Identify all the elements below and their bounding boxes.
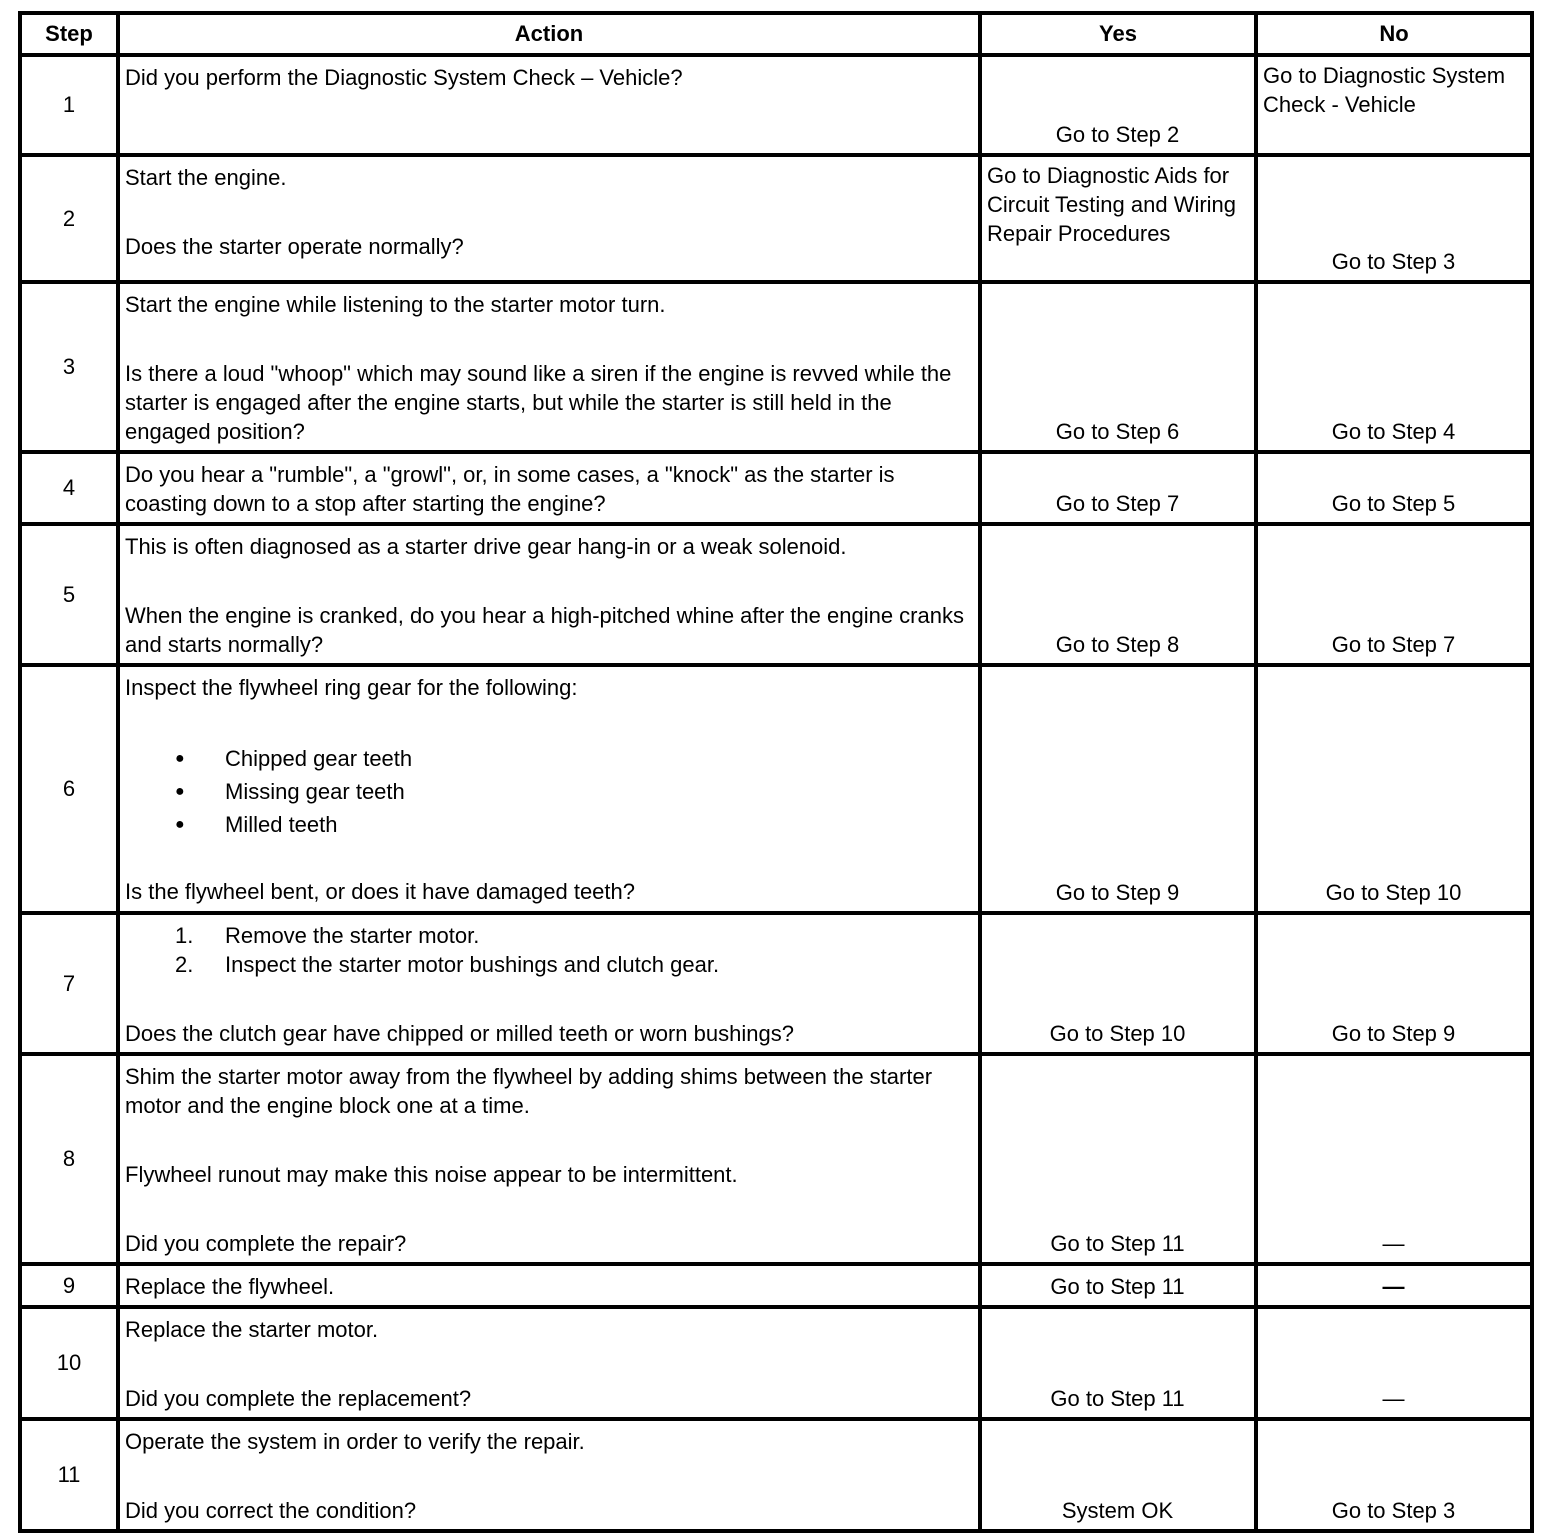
action-text: Replace the starter motor. [125,1317,379,1342]
table-row [20,524,1532,665]
action-question: Is the flywheel bent, or does it have damaged teeth? [125,879,635,904]
action-text: Did you perform the Diagnostic System Check – Vehicle? [125,65,683,90]
table-row [20,55,1532,155]
numbered-item [125,950,970,979]
action-text: Shim the starter motor away from the flywheel by adding shims between the starter motor and the engine block one at a time. [125,1064,933,1118]
yes-cell: System OK [980,1419,1256,1531]
no-cell: Go to Diagnostic System Check - Vehicle [1256,55,1532,155]
yes-cell: Go to Diagnostic Aids for Circuit Testing and Wiring Repair Procedures [980,155,1256,282]
step-number: 8 [20,1054,118,1264]
action-question: When the engine is cranked, do you hear a high-pitched whine after the engine cranks and starts normally? [125,603,964,657]
no-cell: Go to Step 3 [1256,155,1532,282]
step-number: 4 [20,452,118,524]
no-cell: Go to Step 5 [1256,452,1532,524]
no-cell: Go to Step 7 [1256,524,1532,665]
action-question: Did you correct the condition? [125,1498,417,1523]
table-row [20,155,1532,282]
action-text: This is often diagnosed as a starter drive gear hang-in or a weak solenoid. [125,534,847,559]
step-number: 9 [20,1264,118,1307]
no-cell: — [1256,1264,1532,1307]
table-row [20,452,1532,524]
step-number: 11 [20,1419,118,1531]
item-text: Inspect the starter motor bushings and clutch gear. [225,952,720,977]
bullet-item: ● Chipped gear teeth [125,742,970,775]
step-number: 7 [20,913,118,1054]
no-cell: Go to Step 10 [1256,665,1532,913]
header-step: Step [20,13,118,55]
yes-cell: Go to Step 6 [980,282,1256,452]
table-row [20,1264,1532,1307]
action-text: Replace the flywheel. [125,1274,335,1299]
action-cell [118,1307,980,1419]
table-row [20,913,1532,1054]
yes-cell: Go to Step 11 [980,1264,1256,1307]
action-cell [118,524,980,665]
step-number: 5 [20,524,118,665]
item-text: Remove the starter motor. [225,923,480,948]
no-cell: Go to Step 4 [1256,282,1532,452]
yes-cell: Go to Step 9 [980,665,1256,913]
action-question: Does the clutch gear have chipped or milled teeth or worn bushings? [125,1021,794,1046]
numbered-item [125,921,970,950]
table-row [20,1419,1532,1531]
yes-cell: Go to Step 10 [980,913,1256,1054]
step-number: 10 [20,1307,118,1419]
action-text: Inspect the flywheel ring gear for the following: [125,675,578,700]
action-text: Start the engine while listening to the starter motor turn. [125,292,666,317]
table-row [20,282,1532,452]
action-question: Did you complete the repair? [125,1231,407,1256]
no-cell: — [1256,1307,1532,1419]
diagnostic-table [18,11,1534,1533]
step-number: 3 [20,282,118,452]
action-cell [118,1054,980,1264]
action-cell [118,1419,980,1531]
action-cell [118,1264,980,1307]
action-cell [118,282,980,452]
no-cell: Go to Step 3 [1256,1419,1532,1531]
no-cell: — [1256,1054,1532,1264]
action-text: Start the engine. [125,165,287,190]
action-question: Did you complete the replacement? [125,1386,472,1411]
bullet-list [125,742,970,841]
bullet-item: ● Milled teeth [125,808,970,841]
action-cell [118,55,980,155]
numbered-list [125,921,970,979]
action-question: Does the starter operate normally? [125,234,464,259]
table-row [20,665,1532,913]
table-row [20,1054,1532,1264]
step-number: 2 [20,155,118,282]
header-row [20,13,1532,55]
item-number: 2. [175,952,194,977]
header-no: No [1256,13,1532,55]
action-question: Is there a loud "whoop" which may sound like a siren if the engine is revved while the starter is engaged after the engine starts, but while the starter is still held in the engaged position? [125,361,952,444]
yes-cell: Go to Step 7 [980,452,1256,524]
bullet-item: ● Missing gear teeth [125,775,970,808]
action-note: Flywheel runout may make this noise appear to be intermittent. [125,1162,738,1187]
no-cell: Go to Step 9 [1256,913,1532,1054]
step-number: 6 [20,665,118,913]
table-row [20,1307,1532,1419]
action-cell [118,155,980,282]
yes-cell: Go to Step 11 [980,1054,1256,1264]
yes-cell: Go to Step 11 [980,1307,1256,1419]
yes-cell: Go to Step 2 [980,55,1256,155]
header-action: Action [118,13,980,55]
action-cell [118,452,980,524]
action-cell [118,665,980,913]
action-question: Do you hear a "rumble", a "growl", or, in some cases, a "knock" as the starter is coasting down to a stop after starting the engine? [125,462,895,516]
header-yes: Yes [980,13,1256,55]
step-number: 1 [20,55,118,155]
item-number: 1. [175,923,194,948]
yes-cell: Go to Step 8 [980,524,1256,665]
action-text: Operate the system in order to verify the repair. [125,1429,585,1454]
action-cell [118,913,980,1054]
